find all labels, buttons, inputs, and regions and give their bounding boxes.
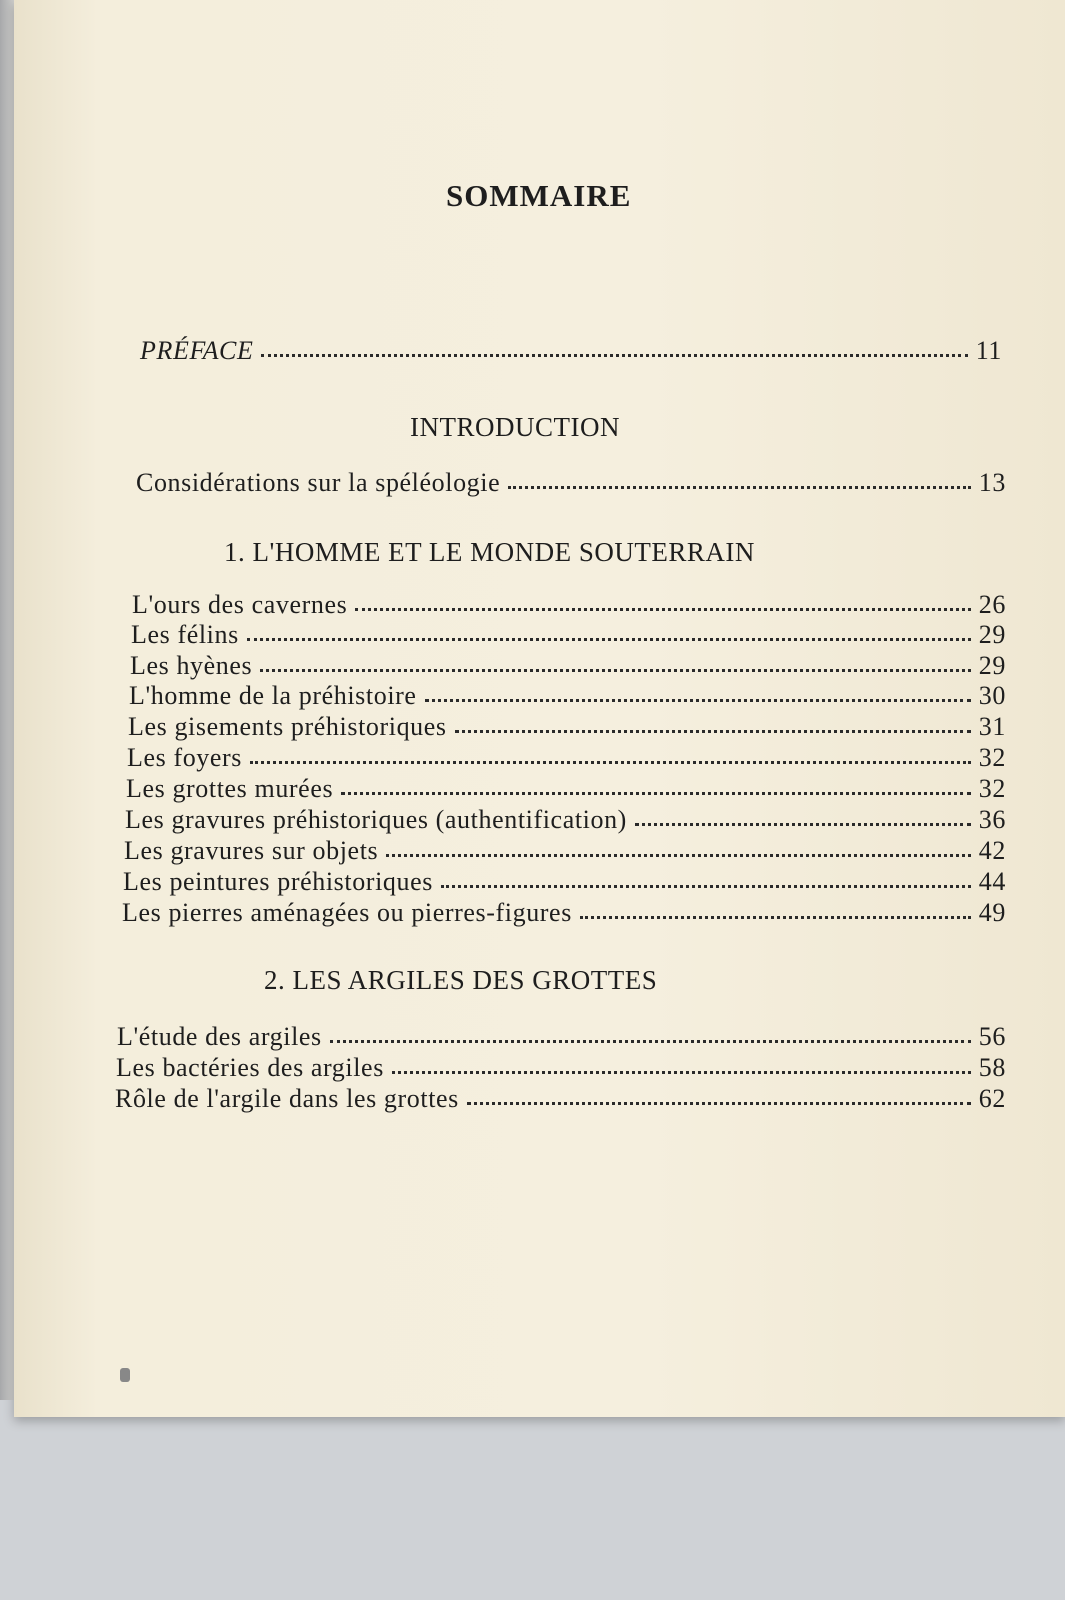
toc-entry [128, 712, 1006, 742]
entry-page: 32 [978, 743, 1006, 772]
entry-label: Les pierres aménagées ou pierres-figures [122, 898, 572, 927]
dot-leader [580, 915, 971, 919]
entry-page: 58 [978, 1053, 1006, 1082]
entry-label: Rôle de l'argile dans les grottes [115, 1084, 459, 1113]
dot-leader [247, 637, 971, 641]
book-page [14, 0, 1065, 1417]
table-of-contents [14, 0, 1065, 1417]
entry-page: 29 [978, 651, 1006, 680]
entry-label: Les félins [131, 620, 239, 649]
entry-label: Les gravures préhistoriques (authentification) [125, 805, 627, 834]
entry-page: 56 [978, 1022, 1006, 1051]
entry-label: Les grottes murées [126, 774, 334, 803]
entry-page: 30 [978, 681, 1006, 710]
dot-leader [441, 884, 971, 888]
entry-label: Les peintures préhistoriques [123, 867, 433, 896]
toc-entry [124, 836, 1006, 866]
entry-label: PRÉFACE [140, 336, 254, 365]
toc-entry [131, 620, 1006, 650]
dot-leader [330, 1039, 971, 1043]
entry-label: L'homme de la préhistoire [129, 681, 417, 710]
dot-leader [467, 1101, 971, 1105]
section-heading-chapter2: 2. LES ARGILES DES GROTTES [264, 965, 658, 995]
entry-label: Considérations sur la spéléologie [136, 468, 501, 497]
preface-entry [140, 336, 1002, 366]
dot-leader [341, 791, 971, 795]
page-title: SOMMAIRE [446, 178, 632, 213]
toc-entry [117, 1022, 1006, 1052]
entry-page: 13 [978, 468, 1006, 497]
section-heading-chapter1: 1. L'HOMME ET LE MONDE SOUTERRAIN [224, 537, 755, 567]
toc-entry [126, 774, 1006, 804]
dot-leader [260, 668, 971, 672]
toc-entry [127, 743, 1006, 773]
dot-leader [250, 760, 971, 764]
dot-leader [386, 853, 971, 857]
entry-page: 36 [978, 805, 1006, 834]
dot-leader [425, 698, 971, 702]
entry-label: Les bactéries des argiles [116, 1053, 384, 1082]
toc-entry [123, 867, 1006, 897]
dot-leader [455, 729, 971, 733]
toc-entry [130, 651, 1006, 681]
dot-leader [355, 607, 970, 611]
dot-leader [635, 822, 971, 826]
toc-entry [132, 590, 1006, 620]
entry-page: 26 [978, 590, 1006, 619]
dot-leader [261, 353, 967, 357]
entry-page: 44 [978, 867, 1006, 896]
entry-page: 29 [978, 620, 1006, 649]
entry-label: Les hyènes [130, 651, 253, 680]
dot-leader [392, 1070, 971, 1074]
entry-page: 31 [978, 712, 1006, 741]
entry-label: L'étude des argiles [117, 1022, 322, 1051]
entry-page: 62 [978, 1084, 1006, 1113]
toc-entry [125, 805, 1006, 835]
entry-page: 49 [978, 898, 1006, 927]
page-speck [120, 1368, 130, 1382]
toc-entry [115, 1084, 1006, 1114]
toc-entry [129, 681, 1006, 711]
entry-label: Les gravures sur objets [124, 836, 379, 865]
dot-leader [508, 485, 971, 489]
entry-page: 32 [978, 774, 1006, 803]
section-heading-introduction: INTRODUCTION [410, 412, 620, 442]
entry-page: 42 [978, 836, 1006, 865]
toc-entry [122, 898, 1006, 928]
entry-page: 11 [975, 336, 1002, 365]
toc-entry [136, 468, 1006, 498]
entry-label: L'ours des cavernes [132, 590, 348, 619]
entry-label: Les foyers [127, 743, 243, 772]
entry-label: Les gisements préhistoriques [128, 712, 447, 741]
toc-entry [116, 1053, 1006, 1083]
